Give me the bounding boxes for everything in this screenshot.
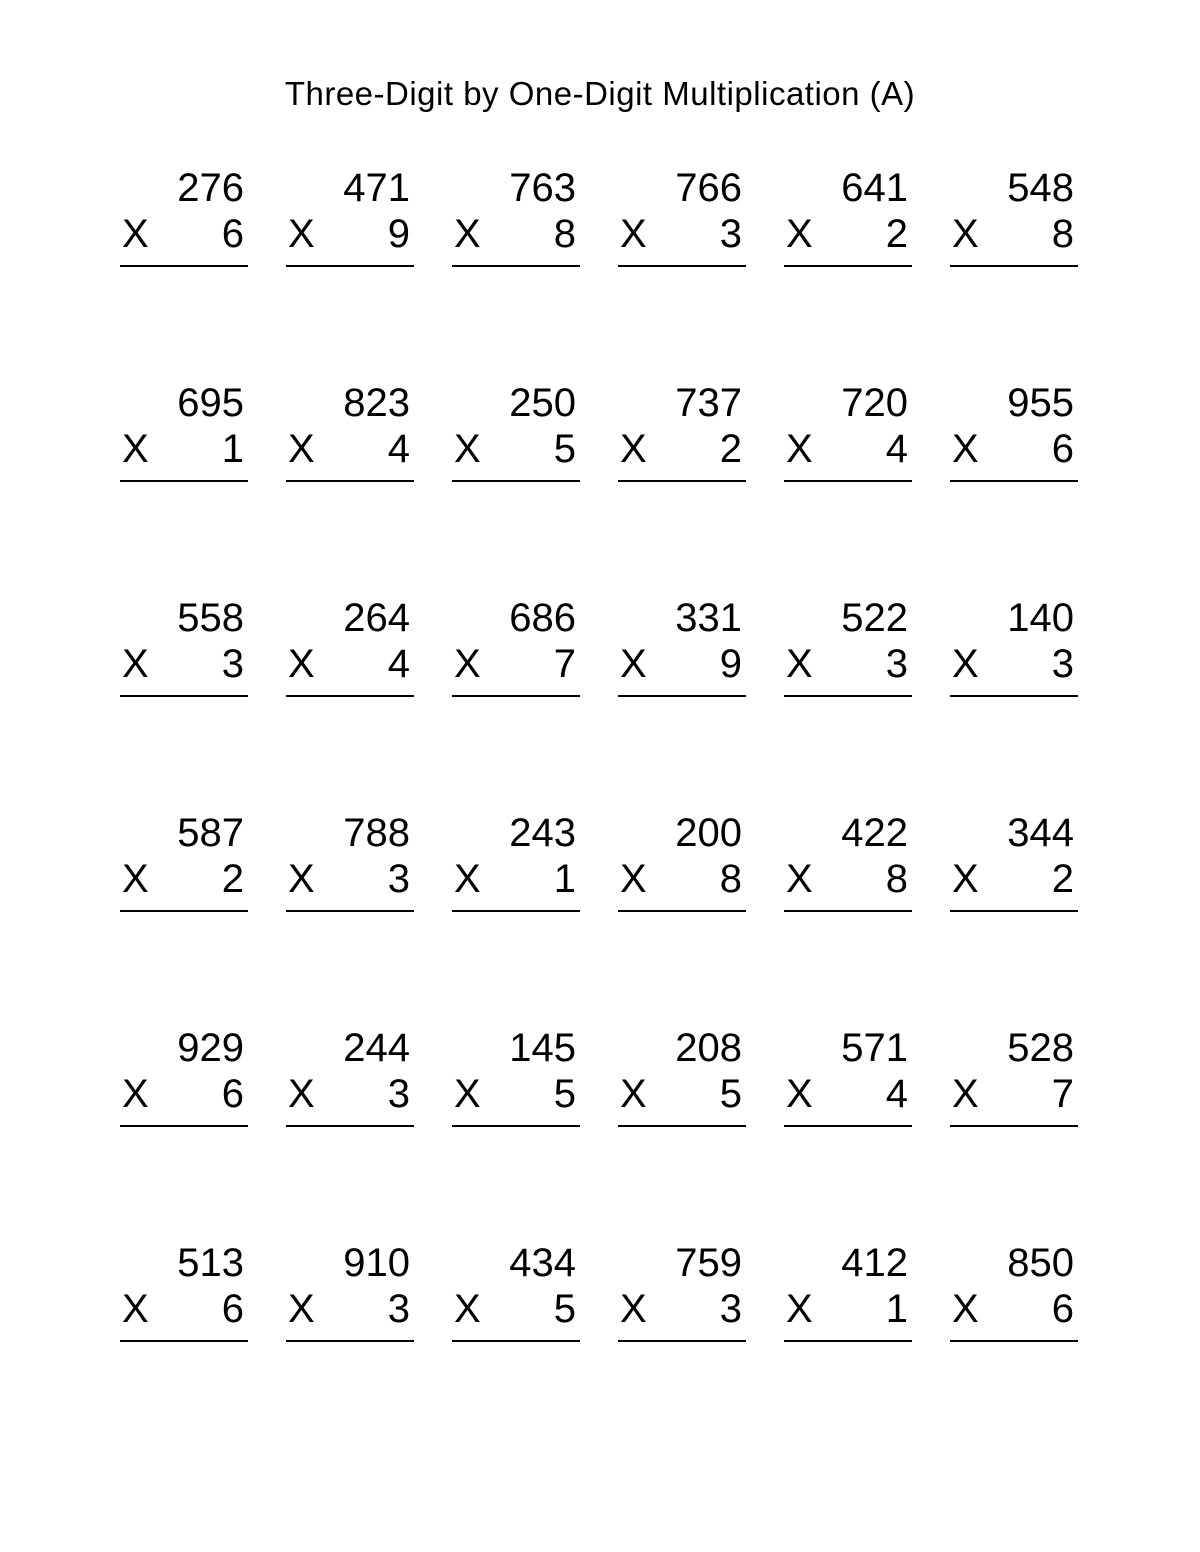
operator-row [120, 426, 248, 472]
operator-row [950, 1071, 1078, 1117]
operator-row [120, 211, 248, 257]
multiplication-problem [120, 165, 248, 267]
multiplication-problem [950, 1025, 1078, 1127]
multiplier: 8 [1051, 212, 1074, 256]
multiplication-problem [452, 810, 580, 912]
multiply-sign: X [122, 642, 149, 686]
multiplicand: 766 [675, 166, 742, 210]
multiplicand: 208 [675, 1026, 742, 1070]
operator-row [950, 641, 1078, 687]
multiplier: 5 [553, 1287, 576, 1331]
operator-row [452, 1286, 580, 1332]
multiplicand: 434 [509, 1241, 576, 1285]
multiplier: 2 [1051, 857, 1074, 901]
multiplication-problem [950, 380, 1078, 482]
multiplication-problem [452, 165, 580, 267]
multiplier: 4 [885, 1072, 908, 1116]
multiply-sign: X [620, 1072, 647, 1116]
multiplicand: 720 [841, 381, 908, 425]
multiplicand: 344 [1007, 811, 1074, 855]
multiply-sign: X [952, 1072, 979, 1116]
operator-row [452, 1071, 580, 1117]
multiplier: 3 [885, 642, 908, 686]
multiplicand: 548 [1007, 166, 1074, 210]
multiplication-problem [618, 1025, 746, 1127]
multiplier: 7 [553, 642, 576, 686]
operator-row [950, 426, 1078, 472]
multiplication-problem [784, 1240, 912, 1342]
multiplication-problem [286, 810, 414, 912]
multiplier: 6 [1051, 1287, 1074, 1331]
operator-row [286, 856, 414, 902]
worksheet-title: Three-Digit by One-Digit Multiplication (A) [284, 75, 916, 112]
operator-row [784, 426, 912, 472]
multiplier: 3 [387, 1072, 410, 1116]
multiplier: 6 [221, 1287, 244, 1331]
multiplication-problem [950, 595, 1078, 697]
multiplier: 5 [719, 1072, 742, 1116]
multiplier: 5 [553, 1072, 576, 1116]
multiplication-problem [950, 1240, 1078, 1342]
multiply-sign: X [952, 1287, 979, 1331]
multiplication-problem [784, 380, 912, 482]
multiply-sign: X [952, 427, 979, 471]
operator-row [286, 641, 414, 687]
multiplication-problem [286, 380, 414, 482]
multiply-sign: X [620, 642, 647, 686]
operator-row [784, 1071, 912, 1117]
operator-row [452, 641, 580, 687]
multiplication-problem [618, 380, 746, 482]
multiplier: 1 [221, 427, 244, 471]
multiplicand: 276 [177, 166, 244, 210]
multiply-sign: X [786, 1072, 813, 1116]
operator-row [618, 1286, 746, 1332]
multiply-sign: X [786, 642, 813, 686]
multiplier: 5 [553, 427, 576, 471]
multiply-sign: X [454, 1287, 481, 1331]
multiplicand: 145 [509, 1026, 576, 1070]
multiplication-problem [618, 1240, 746, 1342]
multiplicand: 558 [177, 596, 244, 640]
multiplication-problem [618, 165, 746, 267]
operator-row [950, 1286, 1078, 1332]
operator-row [452, 426, 580, 472]
operator-row [784, 641, 912, 687]
operator-row [784, 1286, 912, 1332]
multiplicand: 331 [675, 596, 742, 640]
operator-row [618, 641, 746, 687]
operator-row [120, 1286, 248, 1332]
multiplicand: 641 [841, 166, 908, 210]
multiplicand: 686 [509, 596, 576, 640]
multiplier: 2 [885, 212, 908, 256]
multiplier: 4 [387, 642, 410, 686]
multiplier: 4 [387, 427, 410, 471]
operator-row [950, 856, 1078, 902]
multiply-sign: X [122, 1287, 149, 1331]
operator-row [120, 856, 248, 902]
multiplication-problem [452, 1240, 580, 1342]
multiplication-problem [452, 380, 580, 482]
multiplicand: 471 [343, 166, 410, 210]
multiply-sign: X [620, 857, 647, 901]
operator-row [618, 1071, 746, 1117]
multiply-sign: X [786, 1287, 813, 1331]
multiplication-problem [120, 1025, 248, 1127]
multiplicand: 140 [1007, 596, 1074, 640]
multiply-sign: X [952, 857, 979, 901]
multiply-sign: X [454, 642, 481, 686]
multiplier: 3 [221, 642, 244, 686]
multiplicand: 763 [509, 166, 576, 210]
multiplication-problem [784, 595, 912, 697]
multiplicand: 250 [509, 381, 576, 425]
multiplicand: 528 [1007, 1026, 1074, 1070]
multiplier: 8 [885, 857, 908, 901]
multiplication-problem [286, 1240, 414, 1342]
multiply-sign: X [786, 857, 813, 901]
multiplicand: 412 [841, 1241, 908, 1285]
multiply-sign: X [786, 212, 813, 256]
multiplicand: 955 [1007, 381, 1074, 425]
multiply-sign: X [620, 212, 647, 256]
multiplier: 9 [387, 212, 410, 256]
multiplier: 8 [719, 857, 742, 901]
multiplier: 3 [387, 1287, 410, 1331]
multiply-sign: X [288, 1287, 315, 1331]
multiply-sign: X [122, 857, 149, 901]
multiplicand: 737 [675, 381, 742, 425]
multiplier: 7 [1051, 1072, 1074, 1116]
multiplier: 4 [885, 427, 908, 471]
multiply-sign: X [454, 212, 481, 256]
multiply-sign: X [288, 1072, 315, 1116]
multiplicand: 200 [675, 811, 742, 855]
multiplication-problem [618, 810, 746, 912]
multiplier: 3 [1051, 642, 1074, 686]
multiplication-problem [784, 1025, 912, 1127]
multiply-sign: X [620, 427, 647, 471]
multiplication-problem [286, 595, 414, 697]
multiplicand: 513 [177, 1241, 244, 1285]
multiplicand: 929 [177, 1026, 244, 1070]
operator-row [286, 426, 414, 472]
multiplication-problem [120, 810, 248, 912]
multiplicand: 422 [841, 811, 908, 855]
multiplication-problem [452, 595, 580, 697]
multiplicand: 571 [841, 1026, 908, 1070]
multiplicand: 823 [343, 381, 410, 425]
multiplication-problem [618, 595, 746, 697]
multiplicand: 759 [675, 1241, 742, 1285]
multiplier: 6 [1051, 427, 1074, 471]
multiplicand: 587 [177, 811, 244, 855]
multiply-sign: X [786, 427, 813, 471]
multiplier: 3 [387, 857, 410, 901]
multiplier: 6 [221, 1072, 244, 1116]
multiplication-problem [950, 810, 1078, 912]
multiply-sign: X [288, 427, 315, 471]
multiply-sign: X [620, 1287, 647, 1331]
operator-row [286, 1286, 414, 1332]
multiplication-problem [286, 1025, 414, 1127]
multiply-sign: X [122, 1072, 149, 1116]
multiply-sign: X [122, 427, 149, 471]
multiply-sign: X [454, 1072, 481, 1116]
multiply-sign: X [288, 212, 315, 256]
multiplicand: 243 [509, 811, 576, 855]
multiply-sign: X [288, 642, 315, 686]
problems-grid [120, 165, 1078, 1342]
operator-row [950, 211, 1078, 257]
multiply-sign: X [952, 212, 979, 256]
multiplicand: 522 [841, 596, 908, 640]
multiplicand: 695 [177, 381, 244, 425]
multiply-sign: X [454, 427, 481, 471]
operator-row [120, 1071, 248, 1117]
multiplication-problem [120, 595, 248, 697]
operator-row [452, 211, 580, 257]
multiplicand: 788 [343, 811, 410, 855]
multiplicand: 244 [343, 1026, 410, 1070]
multiplication-problem [950, 165, 1078, 267]
operator-row [452, 856, 580, 902]
multiplier: 3 [719, 212, 742, 256]
multiplication-problem [784, 810, 912, 912]
multiply-sign: X [122, 212, 149, 256]
operator-row [618, 856, 746, 902]
multiply-sign: X [952, 642, 979, 686]
operator-row [618, 211, 746, 257]
multiplier: 9 [719, 642, 742, 686]
operator-row [286, 1071, 414, 1117]
multiplicand: 910 [343, 1241, 410, 1285]
multiply-sign: X [288, 857, 315, 901]
multiplier: 6 [221, 212, 244, 256]
multiplier: 8 [553, 212, 576, 256]
multiplier: 3 [719, 1287, 742, 1331]
operator-row [784, 211, 912, 257]
operator-row [286, 211, 414, 257]
multiplier: 1 [885, 1287, 908, 1331]
multiplication-problem [452, 1025, 580, 1127]
multiplier: 2 [719, 427, 742, 471]
operator-row [618, 426, 746, 472]
multiplication-problem [120, 380, 248, 482]
multiplication-problem [120, 1240, 248, 1342]
multiplication-problem [784, 165, 912, 267]
multiplicand: 264 [343, 596, 410, 640]
multiplication-problem [286, 165, 414, 267]
operator-row [120, 641, 248, 687]
operator-row [784, 856, 912, 902]
multiply-sign: X [454, 857, 481, 901]
multiplier: 2 [221, 857, 244, 901]
multiplicand: 850 [1007, 1241, 1074, 1285]
multiplier: 1 [553, 857, 576, 901]
